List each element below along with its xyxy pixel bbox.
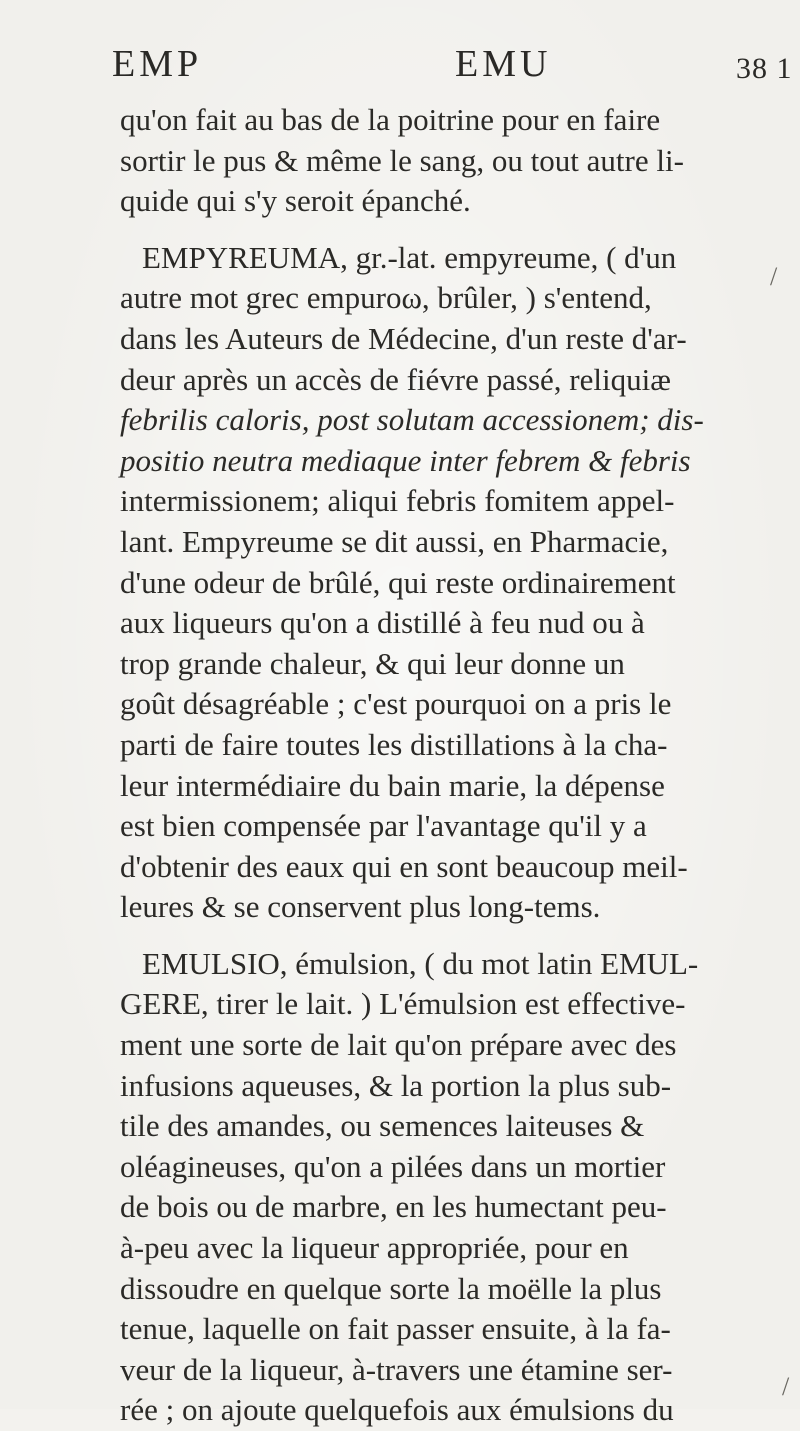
text-line: dans les Auteurs de Médecine, d'un reste d'ar-	[120, 320, 687, 356]
text-line: qu'on fait au bas de la poitrine pour en faire	[120, 102, 661, 137]
text-line: EMULSIO, émulsion, ( du mot latin EMUL-	[142, 945, 699, 981]
text-line: veur de la liqueur, à-travers une étamine ser-	[120, 1351, 673, 1387]
text-line: tile des amandes, ou semences laiteuses &	[120, 1108, 645, 1144]
text-line: parti de faire toutes les distillations à la cha-	[120, 726, 668, 762]
running-head-left: EMP	[112, 43, 203, 85]
paragraph-1	[120, 100, 790, 222]
text-line: ment une sorte de lait qu'on prépare avec des	[120, 1027, 677, 1063]
text-line: leur intermédiaire du bain marie, la dépense	[120, 767, 665, 803]
margin-mark: /	[782, 1372, 790, 1401]
text-line: positio neutra mediaque inter febrem & febris	[120, 442, 691, 478]
text-line: sortir le pus & même le sang, ou tout autre li-	[120, 142, 684, 178]
running-head-right: EMU	[455, 43, 552, 85]
page-number: 38 1	[736, 52, 793, 85]
text-line: EMPYREUMA, gr.-lat. empyreume, ( d'un	[142, 239, 677, 275]
text-line: lant. Empyreume se dit aussi, en Pharmacie,	[120, 523, 669, 559]
running-head	[0, 42, 800, 92]
text-line: tenue, laquelle on fait passer ensuite, à la fa-	[120, 1311, 671, 1347]
text-line: d'une odeur de brûlé, qui reste ordinairement	[120, 564, 676, 600]
paragraph-emulsio	[120, 944, 790, 1431]
margin-mark: /	[770, 262, 778, 291]
text-line: intermissionem; aliqui febris fomitem appel-	[120, 483, 675, 519]
text-line: de bois ou de marbre, en les humectant peu-	[120, 1189, 667, 1225]
text-line: goût désagréable ; c'est pourquoi on a pris le	[120, 686, 672, 722]
text-line: febrilis caloris, post solutam accessionem; dis-	[120, 402, 704, 438]
text-line: aux liqueurs qu'on a distillé à feu nud ou à	[120, 605, 645, 641]
text-line: oléagineuses, qu'on a pilées dans un mortier	[120, 1148, 666, 1184]
paragraph-empyreuma	[120, 238, 790, 928]
text-line: quide qui s'y seroit épanché.	[120, 183, 471, 219]
text-line: à-peu avec la liqueur appropriée, pour en	[120, 1230, 629, 1266]
body-text	[120, 100, 790, 1431]
text-line: infusions aqueuses, & la portion la plus sub-	[120, 1067, 672, 1103]
text-line: trop grande chaleur, & qui leur donne un	[120, 645, 625, 681]
text-line: dissoudre en quelque sorte la moëlle la plus	[120, 1270, 662, 1306]
text-line: d'obtenir des eaux qui en sont beaucoup meil-	[120, 848, 688, 884]
text-line: autre mot grec empuroω, brûler, ) s'entend,	[120, 280, 652, 316]
text-line: deur après un accès de fiévre passé, reliquiæ	[120, 361, 671, 397]
text-line: est bien compensée par l'avantage qu'il y a	[120, 808, 647, 844]
text-line: leures & se conservent plus long-tems.	[120, 889, 601, 925]
text-line: GERE, tirer le lait. ) L'émulsion est effective-	[120, 986, 686, 1022]
text-line: rée ; on ajoute quelquefois aux émulsions du	[120, 1392, 674, 1428]
